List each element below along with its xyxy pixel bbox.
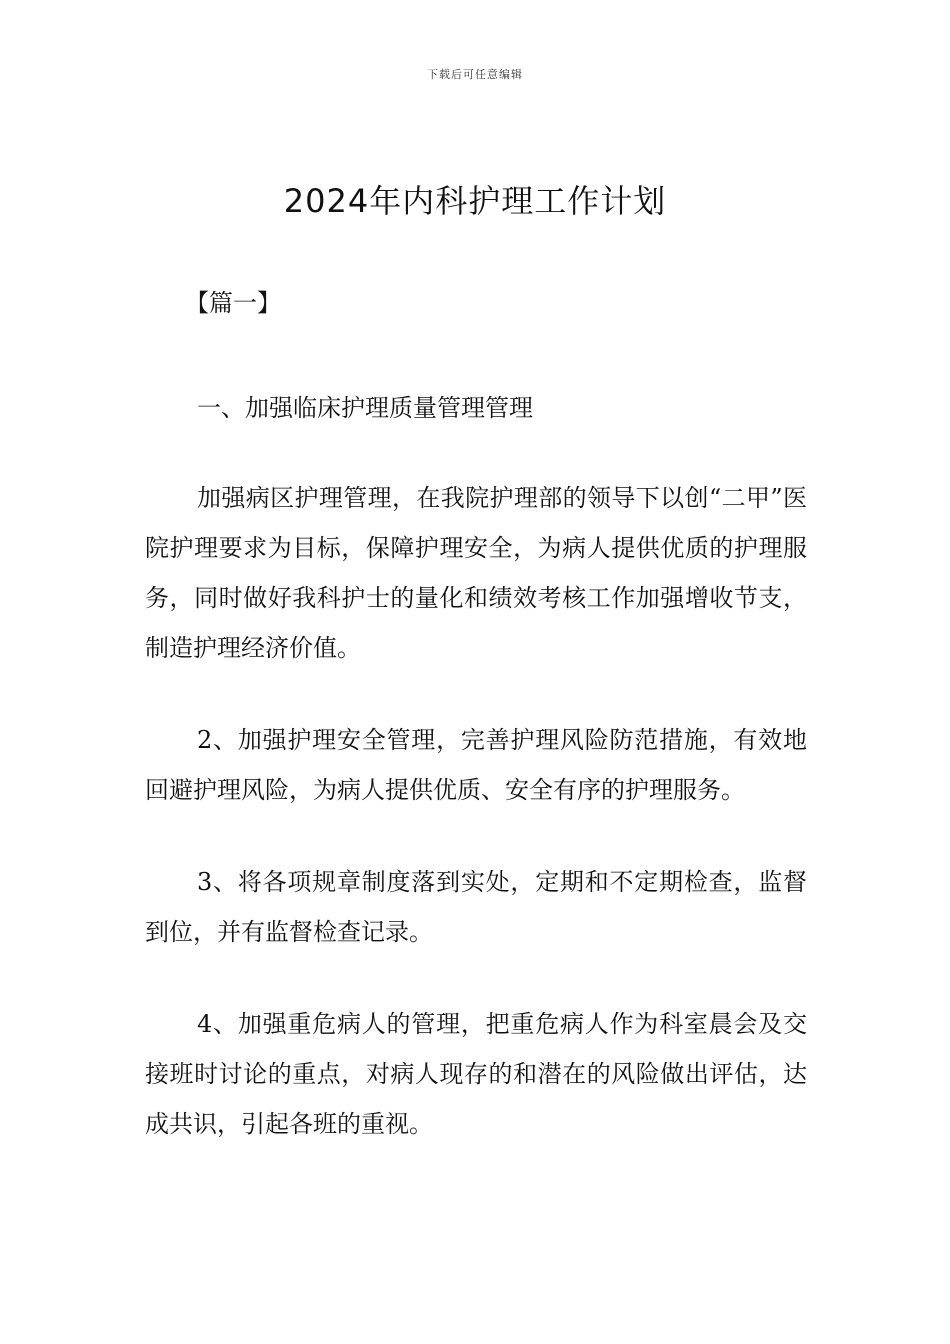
header-note: 下载后可任意编辑 [427,68,523,81]
paragraph-4: 4、加强重危病人的管理，把重危病人作为科室晨会及交接班时讨论的重点，对病人现存的和潜在的风险做出评估，达成共识，引起各班的重视。 [145,1010,807,1138]
section-heading: 一、加强临床护理质量管理管理 [197,394,533,422]
document-title: 2024年内科护理工作计划 [283,182,667,220]
paragraph-1: 加强病区护理管理，在我院护理部的领导下以创“二甲”医院护理要求为目标，保障护理安全，为病人提供优质的护理服务，同时做好我科护士的量化和绩效考核工作加强增收节支，制造护理经济价值。 [145,484,807,662]
paragraph-3: 3、将各项规章制度落到实处，定期和不定期检查，监督到位，并有监督检查记录。 [145,868,807,946]
document-body [145,278,807,1149]
section-label: 【篇一】 [185,289,281,317]
paragraph-2: 2、加强护理安全管理，完善护理风险防范措施，有效地回避护理风险，为病人提供优质、安全有序的护理服务。 [145,726,807,804]
